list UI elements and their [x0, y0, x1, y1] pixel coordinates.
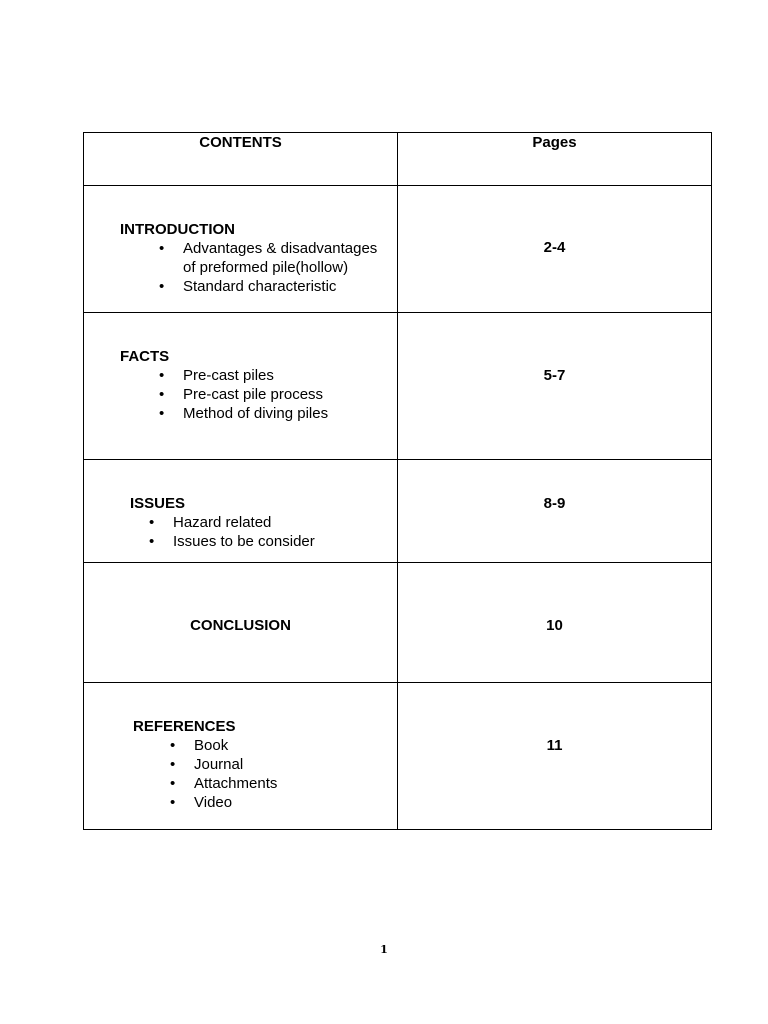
bullet-list: [159, 366, 389, 423]
list-item-text: Pre-cast piles: [183, 367, 274, 384]
section-cell: [84, 460, 398, 563]
pages-cell: [398, 186, 712, 313]
bullet-list: [170, 736, 370, 812]
bullet-icon: •: [170, 756, 176, 773]
pages-header: Pages: [398, 133, 712, 186]
pages-cell: [398, 563, 712, 683]
bullet-icon: •: [159, 278, 165, 295]
section-title: ISSUES: [130, 495, 186, 512]
list-item-text: Book: [194, 737, 229, 754]
list-item: [159, 239, 379, 277]
list-item: [170, 755, 370, 774]
list-item: [170, 736, 370, 755]
list-item-text: Issues to be consider: [173, 533, 315, 550]
bullet-list: [159, 239, 379, 296]
list-item-text: Standard characteristic: [183, 278, 337, 295]
list-item-text: Journal: [194, 756, 244, 773]
section-cell: [84, 563, 398, 683]
bullet-icon: •: [170, 737, 176, 754]
list-item-text: Hazard related: [173, 514, 272, 531]
contents-header: CONTENTS: [84, 133, 398, 186]
pages-cell: [398, 460, 712, 563]
list-item: [159, 404, 389, 423]
section-title: REFERENCES: [133, 718, 236, 735]
bullet-icon: •: [149, 514, 155, 531]
table-header-row: [84, 133, 712, 186]
page-range: 11: [546, 737, 563, 754]
bullet-icon: •: [149, 533, 155, 550]
page-range: 10: [546, 617, 563, 634]
pages-cell: [398, 313, 712, 460]
section-title: CONCLUSION: [190, 617, 291, 634]
contents-table: [83, 132, 712, 830]
table-row: [84, 460, 712, 563]
list-item-text: Advantages & disadvantages of preformed pile(hollow): [183, 240, 378, 276]
list-item: [170, 774, 370, 793]
bullet-icon: •: [159, 386, 165, 403]
bullet-icon: •: [159, 240, 165, 257]
section-cell: [84, 186, 398, 313]
list-item: [149, 513, 379, 532]
list-item: [159, 385, 389, 404]
list-item: [149, 532, 379, 551]
bullet-icon: •: [170, 794, 176, 811]
section-title: FACTS: [120, 348, 170, 365]
bullet-list: [149, 513, 379, 551]
bullet-icon: •: [170, 775, 176, 792]
page-range: 8-9: [543, 495, 566, 512]
list-item: [159, 366, 389, 385]
bullet-icon: •: [159, 405, 165, 422]
list-item-text: Video: [194, 794, 233, 811]
list-item-text: Method of diving piles: [183, 405, 329, 422]
page-range: 5-7: [543, 367, 566, 384]
bullet-icon: •: [159, 367, 165, 384]
table-row: [84, 683, 712, 830]
page-range: 2-4: [543, 239, 566, 256]
list-item: [159, 277, 379, 296]
section-cell: [84, 313, 398, 460]
section-title: INTRODUCTION: [120, 221, 235, 238]
table-row: [84, 313, 712, 460]
list-item: [170, 793, 370, 812]
section-cell: [84, 683, 398, 830]
list-item-text: Attachments: [194, 775, 278, 792]
table-row: [84, 186, 712, 313]
pages-cell: [398, 683, 712, 830]
table-row: [84, 563, 712, 683]
page-number: 1: [380, 943, 388, 956]
list-item-text: Pre-cast pile process: [183, 386, 324, 403]
